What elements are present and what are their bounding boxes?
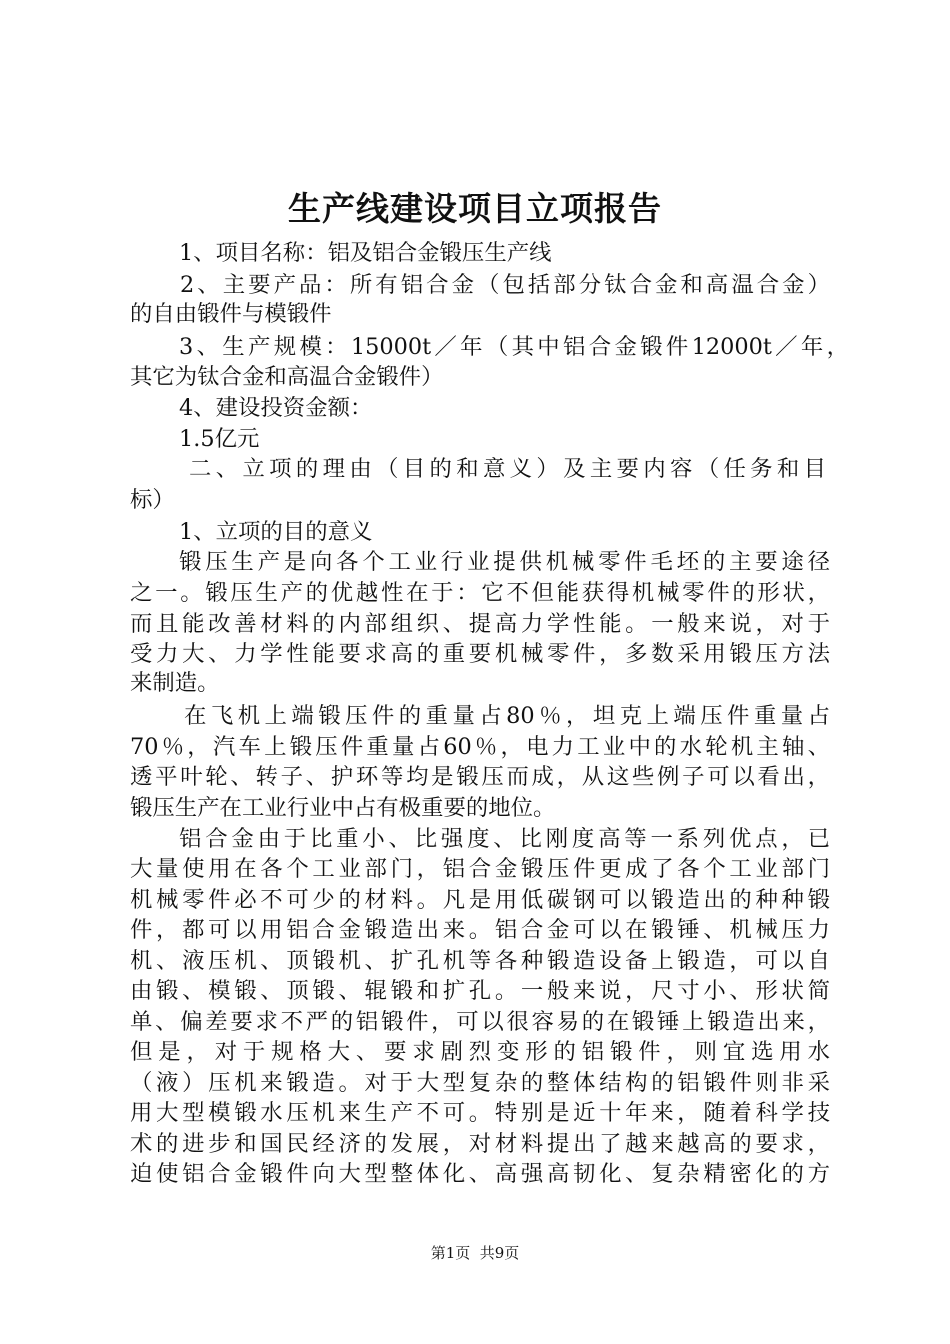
text-line: 锻压生产是向各个工业行业提供机械零件毛坯的主要途径	[179, 549, 830, 575]
text-line: 用大型模锻水压机来生产不可。特别是近十年来，随着科学技	[130, 1100, 830, 1126]
document-title: 生产线建设项目立项报告	[288, 189, 662, 228]
text-line: 1、项目名称：铝及铝合金锻压生产线	[179, 240, 552, 266]
text-line: 透平叶轮、转子、护环等均是锻压而成，从这些例子可以看出，	[130, 764, 830, 790]
text-line: 但是，对于规格大、要求剧烈变形的铝锻件，则宜选用水	[130, 1039, 830, 1065]
text-line: 铝合金由于比重小、比强度、比刚度高等一系列优点，已	[179, 826, 830, 852]
text-line: 70％，汽车上锻压件重量占60％，电力工业中的水轮机主轴、	[130, 734, 830, 760]
text-line: 单、偏差要求不严的铝锻件，可以很容易的在锻锤上锻造出来，	[130, 1009, 830, 1035]
text-line: 标）	[130, 487, 175, 513]
text-line: 大量使用在各个工业部门，铝合金锻压件更成了各个工业部门	[130, 856, 830, 882]
text-line: 迫使铝合金锻件向大型整体化、高强高韧化、复杂精密化的方	[130, 1161, 830, 1187]
text-line: 其它为钛合金和高温合金锻件）	[130, 364, 444, 390]
text-line: 二、立项的理由（目的和意义）及主要内容（任务和目	[189, 456, 826, 482]
text-line: 3、生产规模：15000t／年（其中铝合金锻件12000t／年，	[179, 334, 849, 360]
text-line: 之一。锻压生产的优越性在于：它不但能获得机械零件的形状，	[130, 580, 830, 606]
text-line: 1.5亿元	[179, 426, 260, 452]
text-line: 机、液压机、顶锻机、扩孔机等各种锻造设备上锻造，可以自	[130, 948, 830, 974]
text-line: 而且能改善材料的内部组织、提高力学性能。一般来说，对于	[130, 611, 830, 637]
text-line: 1、立项的目的意义	[179, 519, 373, 545]
text-line: 术的进步和国民经济的发展，对材料提出了越来越高的要求，	[130, 1131, 830, 1157]
text-line: 受力大、力学性能要求高的重要机械零件，多数采用锻压方法	[130, 641, 830, 667]
text-line: 来制造。	[130, 670, 220, 696]
text-line: 的自由锻件与模锻件	[130, 301, 332, 327]
page-footer: 第1页 共9页	[430, 1244, 520, 1262]
text-line: 件，都可以用铝合金锻造出来。铝合金可以在锻锤、机械压力	[130, 917, 830, 943]
text-line: 2、主要产品：所有铝合金（包括部分钛合金和高温合金）	[180, 272, 830, 298]
text-line: （液）压机来锻造。对于大型复杂的整体结构的铝锻件则非采	[130, 1070, 830, 1096]
text-line: 由锻、模锻、顶锻、辊锻和扩孔。一般来说，尺寸小、形状简	[130, 978, 830, 1004]
text-line: 4、建设投资金额：	[179, 395, 373, 421]
text-line: 锻压生产在工业行业中占有极重要的地位。	[130, 795, 556, 821]
text-line: 在飞机上端锻压件的重量占80％，坦克上端压件重量占	[184, 703, 830, 729]
text-line: 机械零件必不可少的材料。凡是用低碳钢可以锻造出的种种锻	[130, 887, 830, 913]
